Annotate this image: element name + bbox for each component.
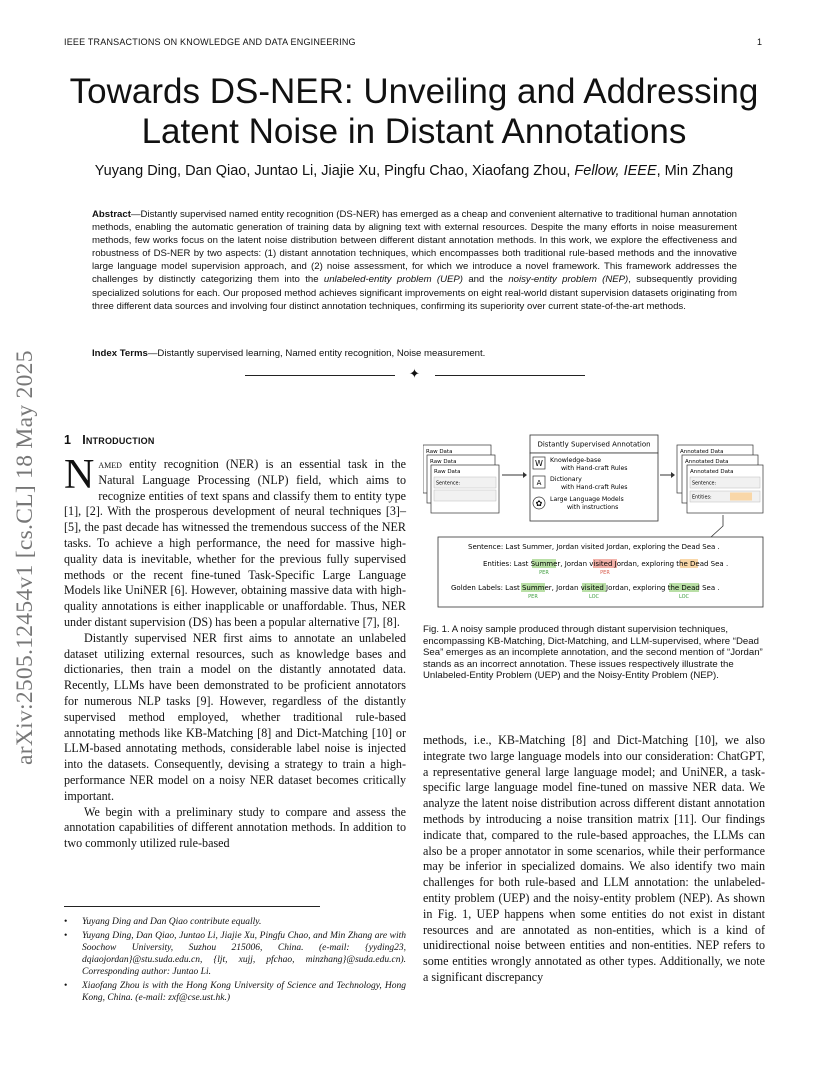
method-detail: with Hand-craft Rules — [561, 484, 628, 491]
author-names: Yuyang Ding, Dan Qiao, Juntao Li, Jiajie Xu, Pingfu Chao, Xiaofang Zhou, — [94, 163, 571, 179]
separator-line-left — [245, 375, 395, 376]
intro-paragraph-2: Distantly supervised NER first aims to annotate an unlabeled dataset utilizing external resources, such as knowledge bases and dictionaries, then train a model on the distantly annotated data. Recently, LLMs have been demonstrated to be proficient annotators for numerous NLP tasks [9]. However, regardless of the distantly supervised method employed, whether traditional rule-based annotating methods like KB-Matching [8] and Dict-Matching [10] or LLM-based annotating methods, considerable label noise is injected into the datasets. Consequently, devising a strategy to train a high-performance NER model on a noisy NER dataset becomes critically important. — [64, 630, 406, 803]
example-box — [438, 537, 763, 607]
example-entities: Entities: Last Summer, Jordan visited Jordan, exploring the Dead Sea . — [483, 560, 729, 568]
method-name: Large Language Models — [550, 496, 624, 503]
annotated-entities-label: Entities: — [692, 495, 712, 501]
abstract-text-1: —Distantly supervised named entity recognition (DS-NER) has emerged as a cheap and convenient alternative to traditional human annotation methods, enabling the automatic generation of training data by aligning text with external resources. Despite the many efforts in noise measurement methods, few works focus on the latent noise distribution between different distant annotation methods. In this work, we explore the effectiveness and robustness of DS-NER by two aspects: (1) distant annotation techniques, which encompasses both traditional rule-based methods and the innovative large language model supervision approach, and (2) noise assessment, for which we introduce a novel framework. This framework addresses the challenges by distinctly categorizing them into the — [92, 209, 737, 286]
footnotes — [64, 916, 406, 1006]
example-gold-labels: Golden Labels: Last Summer, Jordan visited Jordan, exploring the Dead Sea . — [451, 584, 720, 592]
abstract-uep: unlabeled-entity problem (UEP) — [323, 274, 464, 286]
abstract-label: Abstract — [92, 209, 131, 220]
annotated-data-stack — [677, 445, 763, 513]
raw-data-stack — [423, 445, 499, 513]
intro-paragraph-3: We begin with a preliminary study to compare and assess the annotation capabilities of different annotation methods. In addition to two commonly utilized rule-based — [64, 804, 406, 851]
gold-tag-per: PER — [528, 594, 538, 600]
left-column — [64, 452, 406, 852]
example-sentence: Sentence: Last Summer, Jordan visited Jordan, exploring the Dead Sea . — [468, 543, 720, 551]
abstract-nep: noisy-entity problem (NEP) — [508, 274, 629, 286]
arrow-head-icon — [523, 472, 527, 478]
footnote-rule — [64, 906, 320, 907]
ds-annotation-box — [530, 435, 658, 521]
method-name: Knowledge-base — [550, 457, 601, 464]
raw-data-label: Raw Data — [426, 449, 453, 455]
method-detail: with Hand-craft Rules — [561, 465, 628, 472]
dictionary-icon-glyph: A — [536, 479, 542, 487]
annotated-sentence-label: Sentence: — [692, 481, 717, 487]
tag-per: PER — [539, 570, 549, 576]
abstract — [92, 208, 737, 313]
arrow-head-icon — [671, 472, 675, 478]
method-detail: with instructions — [567, 504, 619, 511]
raw-data-label: Raw Data — [434, 469, 461, 475]
separator-diamond-icon: ✦ — [409, 366, 420, 381]
annotated-entity-highlight — [730, 493, 752, 501]
page-number: 1 — [757, 37, 763, 47]
annotated-data-label: Annotated Data — [680, 449, 724, 455]
right-column-paragraph: methods, i.e., KB-Matching [8] and Dict-Matching [10], we also integrate two large language models into our consideration: ChatGPT, a representative general large language model; and UniNER, a task-specific large language model fine-tuned on massive NER data. We analyze the latent noise distribution across different distant annotation methods by introducing a noise transition matrix [11]. Our findings indicate that, compared to the rule-based approaches, the LLMs can also be a proper annotator in some scenarios, while their performance may be inferior in specialized domains. We also identify two main challenges for both rule-based and LLM annotation: the unlabeled-entity problem (UEP) and the noisy-entity problem (NEP). As shown in Fig. 1, UEP happens when some entities do not exist in distant resources and are annotated as non-entities, which is a kind of unidirectional noise between entities and non-entities. NEP refers to some entities wrongly annotated as other types. Additionally, we note a significant discrepancy — [423, 733, 765, 984]
raw-sentence-label: Sentence: — [436, 481, 461, 487]
ds-annotation-title: Distantly Supervised Annotation — [537, 440, 651, 449]
intro-p1-text: entity recognition (NER) is an essential task in the Natural Language Processing (NLP) field, which aims to recognize entities of text spans and classify them to entity type [1], [2]. With the prosperous development of neural techniques [3]–[5], the past decade has witnessed the tremendous success of the NER tasks. To achieve a high performance, the need for massive high-quality data is inevitable, whether for the previous fully supervised methods or the recent fine-tuned Task-Specific Large Language Models like UniNER [6]. However, obtaining massive data with high-quality annotations is either inapplicable or unaffordable. Thus, NER under distant supervision (DS) has been a popular alternative [7], [8]. — [64, 457, 406, 629]
llm-icon-glyph: ✿ — [535, 499, 543, 508]
footnote-item: • Xiaofang Zhou is with the Hong Kong University of Science and Technology, Hong Kong, China. (e-mail: zxf@cse.ust.hk.) — [64, 980, 406, 1004]
figure-1 — [423, 433, 768, 618]
arxiv-stamp — [6, 350, 46, 765]
dropcap: N — [64, 452, 95, 498]
gold-tag-loc: LOC — [588, 594, 600, 600]
author-fellow: Fellow, IEEE — [574, 163, 657, 179]
gold-tag-loc: LOC — [678, 594, 690, 600]
annotated-data-label: Annotated Data — [685, 459, 729, 465]
raw-data-label: Raw Data — [430, 459, 457, 465]
right-column — [423, 733, 765, 986]
index-terms-text: —Distantly supervised learning, Named entity recognition, Noise measurement. — [147, 348, 486, 359]
tag-per-wrong: PER — [600, 570, 610, 576]
author-list — [60, 163, 768, 179]
annotated-data-label: Annotated Data — [690, 469, 734, 475]
intro-paragraph-1 — [64, 452, 406, 631]
intro-smallcaps: amed — [98, 457, 122, 471]
footnote-item: • Yuyang Ding, Dan Qiao, Juntao Li, Jiajie Xu, Pingfu Chao, and Min Zhang are with Soochow University, Suzhou 215006, China. (e-mail: {yyding23, dqiaojordan}@stu.suda.edu.cn, {ljt, xujj, pfchao, minzhang}@suda.edu.cn). Corresponding author: Juntao Li. — [64, 930, 406, 978]
section-separator — [245, 366, 585, 386]
section-title: Introduction — [82, 433, 155, 447]
wikipedia-icon-glyph: W — [535, 459, 543, 468]
abstract-text-2: and the — [463, 274, 509, 286]
index-terms — [92, 347, 737, 360]
author-last: , Min Zhang — [656, 163, 734, 179]
raw-data-field — [434, 490, 496, 501]
method-name: Dictionary — [550, 476, 582, 483]
arxiv-stamp-text: arXiv:2505.12454v1 [cs.CL] 18 May 2025 — [12, 350, 38, 765]
connector-line — [711, 515, 723, 537]
section-number: 1 — [64, 433, 72, 447]
abstract-text-3: , subsequently providing specialized solutions for each. Our proposed method achieves significant improvements on eight real-world distant supervision datasets originating from three different data sources and involving four distinct annotation techniques, confirming its superiority over current state-of-the-art methods. — [92, 274, 738, 312]
figure-caption: Fig. 1. A noisy sample produced through distant supervision techniques, encompassing KB-Matching, Dict-Matching, and LLM-supervised, where “Dead Sea” emerges as an incomplete annotation, and the second mention of “Jordan” stands as an incorrect annotation. These issues respectively illustrate the Unlabeled-Entity Problem (UEP) and the Noisy-Entity Problem (NEP). — [423, 624, 763, 682]
section-heading — [64, 433, 155, 447]
paper-title: Towards DS-NER: Unveiling and Addressing Latent Noise in Distant Annotations — [69, 72, 759, 151]
footnote-item: • Yuyang Ding and Dan Qiao contribute equally. — [64, 916, 406, 928]
separator-line-right — [435, 375, 585, 376]
index-terms-label: Index Terms — [92, 348, 148, 359]
running-head: IEEE TRANSACTIONS ON KNOWLEDGE AND DATA ENGINEERING — [64, 37, 356, 47]
